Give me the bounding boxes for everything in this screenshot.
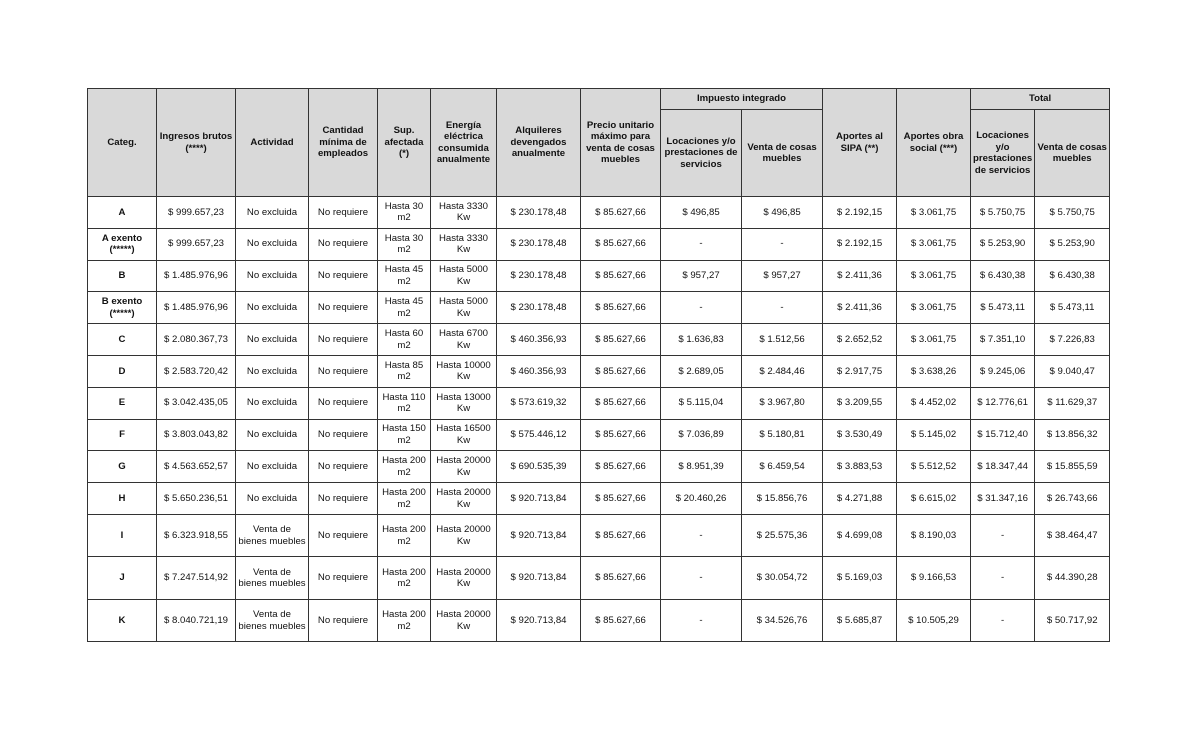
cell-categ: C: [88, 324, 157, 356]
cell-impuesto-locaciones: $ 2.689,05: [661, 355, 742, 387]
cell-impuesto-venta: $ 34.526,76: [742, 599, 823, 642]
cell-empleados: No requiere: [309, 260, 378, 292]
cell-empleados: No requiere: [309, 483, 378, 515]
cell-impuesto-venta: -: [742, 292, 823, 324]
cell-impuesto-locaciones: -: [661, 228, 742, 260]
cell-impuesto-venta: $ 15.856,76: [742, 483, 823, 515]
cell-energia: Hasta 13000 Kw: [431, 387, 497, 419]
cell-superficie: Hasta 150 m2: [378, 419, 431, 451]
cell-energia: Hasta 16500 Kw: [431, 419, 497, 451]
cell-categ: B: [88, 260, 157, 292]
header-empleados: Cantidad mínima de empleados: [309, 89, 378, 197]
cell-superficie: Hasta 45 m2: [378, 260, 431, 292]
cell-actividad: Venta de bienes muebles: [236, 514, 309, 557]
cell-superficie: Hasta 200 m2: [378, 557, 431, 600]
cell-total-locaciones: $ 7.351,10: [971, 324, 1035, 356]
cell-energia: Hasta 5000 Kw: [431, 260, 497, 292]
cell-actividad: No excluida: [236, 355, 309, 387]
cell-actividad: No excluida: [236, 451, 309, 483]
cell-sipa: $ 3.209,55: [823, 387, 897, 419]
cell-ingresos: $ 4.563.652,57: [157, 451, 236, 483]
cell-impuesto-locaciones: -: [661, 599, 742, 642]
cell-total-venta: $ 9.040,47: [1035, 355, 1110, 387]
table-row: [88, 260, 1110, 292]
cell-sipa: $ 2.192,15: [823, 228, 897, 260]
cell-alquileres: $ 230.178,48: [497, 197, 581, 229]
cell-impuesto-venta: $ 1.512,56: [742, 324, 823, 356]
cell-alquileres: $ 230.178,48: [497, 260, 581, 292]
cell-ingresos: $ 3.042.435,05: [157, 387, 236, 419]
cell-sipa: $ 4.699,08: [823, 514, 897, 557]
cell-impuesto-locaciones: -: [661, 292, 742, 324]
cell-categ: G: [88, 451, 157, 483]
header-categ: Categ.: [88, 89, 157, 197]
monotributo-table-container: [87, 88, 1110, 642]
cell-superficie: Hasta 85 m2: [378, 355, 431, 387]
cell-obra-social: $ 3.638,26: [897, 355, 971, 387]
cell-impuesto-locaciones: $ 7.036,89: [661, 419, 742, 451]
header-alquileres: Alquileres devengados anualmente: [497, 89, 581, 197]
table-row: [88, 483, 1110, 515]
cell-obra-social: $ 4.452,02: [897, 387, 971, 419]
cell-ingresos: $ 2.583.720,42: [157, 355, 236, 387]
cell-ingresos: $ 999.657,23: [157, 228, 236, 260]
cell-superficie: Hasta 200 m2: [378, 451, 431, 483]
cell-obra-social: $ 8.190,03: [897, 514, 971, 557]
table-row: [88, 197, 1110, 229]
cell-alquileres: $ 920.713,84: [497, 557, 581, 600]
cell-categ: F: [88, 419, 157, 451]
cell-superficie: Hasta 200 m2: [378, 599, 431, 642]
cell-impuesto-venta: $ 957,27: [742, 260, 823, 292]
cell-precio: $ 85.627,66: [581, 387, 661, 419]
cell-energia: Hasta 20000 Kw: [431, 557, 497, 600]
cell-superficie: Hasta 45 m2: [378, 292, 431, 324]
table-row: [88, 387, 1110, 419]
table-header: [88, 89, 1110, 197]
cell-categ: A: [88, 197, 157, 229]
cell-alquileres: $ 690.535,39: [497, 451, 581, 483]
cell-categ: A exento (*****): [88, 228, 157, 260]
header-total-locaciones: Locaciones y/o prestaciones de servicios: [971, 110, 1035, 197]
cell-sipa: $ 2.917,75: [823, 355, 897, 387]
cell-ingresos: $ 8.040.721,19: [157, 599, 236, 642]
cell-total-venta: $ 7.226,83: [1035, 324, 1110, 356]
cell-sipa: $ 3.530,49: [823, 419, 897, 451]
cell-actividad: No excluida: [236, 419, 309, 451]
cell-precio: $ 85.627,66: [581, 451, 661, 483]
cell-ingresos: $ 3.803.043,82: [157, 419, 236, 451]
cell-ingresos: $ 1.485.976,96: [157, 292, 236, 324]
cell-obra-social: $ 5.145,02: [897, 419, 971, 451]
cell-actividad: No excluida: [236, 292, 309, 324]
cell-obra-social: $ 3.061,75: [897, 324, 971, 356]
cell-alquileres: $ 230.178,48: [497, 228, 581, 260]
cell-precio: $ 85.627,66: [581, 514, 661, 557]
cell-actividad: No excluida: [236, 228, 309, 260]
cell-superficie: Hasta 110 m2: [378, 387, 431, 419]
cell-actividad: Venta de bienes muebles: [236, 599, 309, 642]
cell-total-venta: $ 50.717,92: [1035, 599, 1110, 642]
cell-empleados: No requiere: [309, 324, 378, 356]
cell-total-venta: $ 13.856,32: [1035, 419, 1110, 451]
cell-total-venta: $ 26.743,66: [1035, 483, 1110, 515]
cell-ingresos: $ 5.650.236,51: [157, 483, 236, 515]
cell-empleados: No requiere: [309, 228, 378, 260]
cell-categ: I: [88, 514, 157, 557]
table-row: [88, 451, 1110, 483]
cell-ingresos: $ 7.247.514,92: [157, 557, 236, 600]
header-sipa: Aportes al SIPA (**): [823, 89, 897, 197]
cell-total-venta: $ 6.430,38: [1035, 260, 1110, 292]
cell-impuesto-locaciones: -: [661, 514, 742, 557]
cell-empleados: No requiere: [309, 557, 378, 600]
header-superficie: Sup. afectada (*): [378, 89, 431, 197]
cell-impuesto-locaciones: $ 20.460,26: [661, 483, 742, 515]
cell-energia: Hasta 6700 Kw: [431, 324, 497, 356]
cell-total-locaciones: -: [971, 557, 1035, 600]
cell-total-locaciones: $ 15.712,40: [971, 419, 1035, 451]
cell-precio: $ 85.627,66: [581, 292, 661, 324]
cell-energia: Hasta 20000 Kw: [431, 599, 497, 642]
cell-alquileres: $ 230.178,48: [497, 292, 581, 324]
cell-empleados: No requiere: [309, 419, 378, 451]
cell-impuesto-venta: $ 5.180,81: [742, 419, 823, 451]
cell-empleados: No requiere: [309, 355, 378, 387]
cell-actividad: No excluida: [236, 260, 309, 292]
cell-superficie: Hasta 200 m2: [378, 514, 431, 557]
cell-impuesto-locaciones: $ 496,85: [661, 197, 742, 229]
header-total-venta: Venta de cosas muebles: [1035, 110, 1110, 197]
header-impuesto-locaciones: Locaciones y/o prestaciones de servicios: [661, 110, 742, 197]
cell-impuesto-locaciones: $ 8.951,39: [661, 451, 742, 483]
cell-empleados: No requiere: [309, 599, 378, 642]
cell-sipa: $ 2.192,15: [823, 197, 897, 229]
cell-categ: H: [88, 483, 157, 515]
cell-total-venta: $ 5.473,11: [1035, 292, 1110, 324]
cell-energia: Hasta 10000 Kw: [431, 355, 497, 387]
cell-obra-social: $ 3.061,75: [897, 292, 971, 324]
cell-categ: K: [88, 599, 157, 642]
cell-total-locaciones: $ 18.347,44: [971, 451, 1035, 483]
cell-categ: B exento (*****): [88, 292, 157, 324]
cell-total-locaciones: -: [971, 599, 1035, 642]
cell-ingresos: $ 2.080.367,73: [157, 324, 236, 356]
cell-empleados: No requiere: [309, 197, 378, 229]
cell-total-locaciones: $ 6.430,38: [971, 260, 1035, 292]
table-body: [88, 197, 1110, 642]
cell-impuesto-venta: $ 25.575,36: [742, 514, 823, 557]
cell-obra-social: $ 6.615,02: [897, 483, 971, 515]
header-ingresos: Ingresos brutos (****): [157, 89, 236, 197]
cell-energia: Hasta 20000 Kw: [431, 514, 497, 557]
cell-empleados: No requiere: [309, 514, 378, 557]
table-row: [88, 324, 1110, 356]
cell-ingresos: $ 999.657,23: [157, 197, 236, 229]
cell-total-venta: $ 5.750,75: [1035, 197, 1110, 229]
cell-precio: $ 85.627,66: [581, 260, 661, 292]
header-obra-social: Aportes obra social (***): [897, 89, 971, 197]
cell-actividad: No excluida: [236, 197, 309, 229]
cell-sipa: $ 3.883,53: [823, 451, 897, 483]
cell-precio: $ 85.627,66: [581, 355, 661, 387]
table-row: [88, 292, 1110, 324]
cell-alquileres: $ 460.356,93: [497, 324, 581, 356]
cell-impuesto-venta: $ 496,85: [742, 197, 823, 229]
cell-impuesto-locaciones: $ 957,27: [661, 260, 742, 292]
cell-empleados: No requiere: [309, 387, 378, 419]
cell-impuesto-locaciones: $ 1.636,83: [661, 324, 742, 356]
cell-superficie: Hasta 200 m2: [378, 483, 431, 515]
table-row: [88, 514, 1110, 557]
cell-total-locaciones: $ 12.776,61: [971, 387, 1035, 419]
cell-total-locaciones: $ 5.473,11: [971, 292, 1035, 324]
cell-sipa: $ 5.169,03: [823, 557, 897, 600]
cell-sipa: $ 2.411,36: [823, 260, 897, 292]
cell-empleados: No requiere: [309, 451, 378, 483]
cell-total-locaciones: $ 31.347,16: [971, 483, 1035, 515]
cell-obra-social: $ 3.061,75: [897, 197, 971, 229]
cell-impuesto-locaciones: -: [661, 557, 742, 600]
cell-empleados: No requiere: [309, 292, 378, 324]
monotributo-categories-table: [87, 88, 1110, 642]
cell-actividad: No excluida: [236, 387, 309, 419]
cell-sipa: $ 4.271,88: [823, 483, 897, 515]
header-energia: Energía eléctrica consumida anualmente: [431, 89, 497, 197]
cell-sipa: $ 2.652,52: [823, 324, 897, 356]
cell-precio: $ 85.627,66: [581, 557, 661, 600]
cell-total-locaciones: -: [971, 514, 1035, 557]
table-row: [88, 599, 1110, 642]
cell-impuesto-venta: $ 2.484,46: [742, 355, 823, 387]
header-impuesto-venta: Venta de cosas muebles: [742, 110, 823, 197]
cell-total-venta: $ 38.464,47: [1035, 514, 1110, 557]
cell-alquileres: $ 920.713,84: [497, 514, 581, 557]
cell-impuesto-venta: $ 6.459,54: [742, 451, 823, 483]
cell-total-locaciones: $ 9.245,06: [971, 355, 1035, 387]
cell-actividad: No excluida: [236, 483, 309, 515]
cell-sipa: $ 2.411,36: [823, 292, 897, 324]
cell-total-venta: $ 44.390,28: [1035, 557, 1110, 600]
cell-actividad: No excluida: [236, 324, 309, 356]
cell-alquileres: $ 575.446,12: [497, 419, 581, 451]
cell-precio: $ 85.627,66: [581, 419, 661, 451]
cell-obra-social: $ 10.505,29: [897, 599, 971, 642]
cell-ingresos: $ 6.323.918,55: [157, 514, 236, 557]
table-row: [88, 557, 1110, 600]
cell-total-venta: $ 15.855,59: [1035, 451, 1110, 483]
cell-impuesto-venta: -: [742, 228, 823, 260]
cell-precio: $ 85.627,66: [581, 197, 661, 229]
cell-energia: Hasta 20000 Kw: [431, 483, 497, 515]
cell-obra-social: $ 5.512,52: [897, 451, 971, 483]
cell-energia: Hasta 5000 Kw: [431, 292, 497, 324]
cell-superficie: Hasta 30 m2: [378, 228, 431, 260]
cell-precio: $ 85.627,66: [581, 228, 661, 260]
cell-obra-social: $ 3.061,75: [897, 260, 971, 292]
cell-obra-social: $ 9.166,53: [897, 557, 971, 600]
header-precio: Precio unitario máximo para venta de cosas muebles: [581, 89, 661, 197]
cell-categ: E: [88, 387, 157, 419]
header-impuesto-group: Impuesto integrado: [661, 89, 823, 110]
cell-total-venta: $ 11.629,37: [1035, 387, 1110, 419]
table-row: [88, 419, 1110, 451]
cell-impuesto-venta: $ 3.967,80: [742, 387, 823, 419]
cell-alquileres: $ 460.356,93: [497, 355, 581, 387]
table-row: [88, 355, 1110, 387]
cell-categ: D: [88, 355, 157, 387]
cell-precio: $ 85.627,66: [581, 324, 661, 356]
cell-impuesto-locaciones: $ 5.115,04: [661, 387, 742, 419]
cell-alquileres: $ 573.619,32: [497, 387, 581, 419]
cell-sipa: $ 5.685,87: [823, 599, 897, 642]
cell-precio: $ 85.627,66: [581, 599, 661, 642]
cell-actividad: Venta de bienes muebles: [236, 557, 309, 600]
cell-total-venta: $ 5.253,90: [1035, 228, 1110, 260]
cell-total-locaciones: $ 5.253,90: [971, 228, 1035, 260]
cell-energia: Hasta 20000 Kw: [431, 451, 497, 483]
header-actividad: Actividad: [236, 89, 309, 197]
cell-ingresos: $ 1.485.976,96: [157, 260, 236, 292]
cell-obra-social: $ 3.061,75: [897, 228, 971, 260]
cell-impuesto-venta: $ 30.054,72: [742, 557, 823, 600]
cell-energia: Hasta 3330 Kw: [431, 228, 497, 260]
cell-energia: Hasta 3330 Kw: [431, 197, 497, 229]
cell-total-locaciones: $ 5.750,75: [971, 197, 1035, 229]
cell-precio: $ 85.627,66: [581, 483, 661, 515]
cell-alquileres: $ 920.713,84: [497, 599, 581, 642]
table-row: [88, 228, 1110, 260]
cell-superficie: Hasta 30 m2: [378, 197, 431, 229]
cell-superficie: Hasta 60 m2: [378, 324, 431, 356]
header-total-group: Total: [971, 89, 1110, 110]
cell-categ: J: [88, 557, 157, 600]
cell-alquileres: $ 920.713,84: [497, 483, 581, 515]
